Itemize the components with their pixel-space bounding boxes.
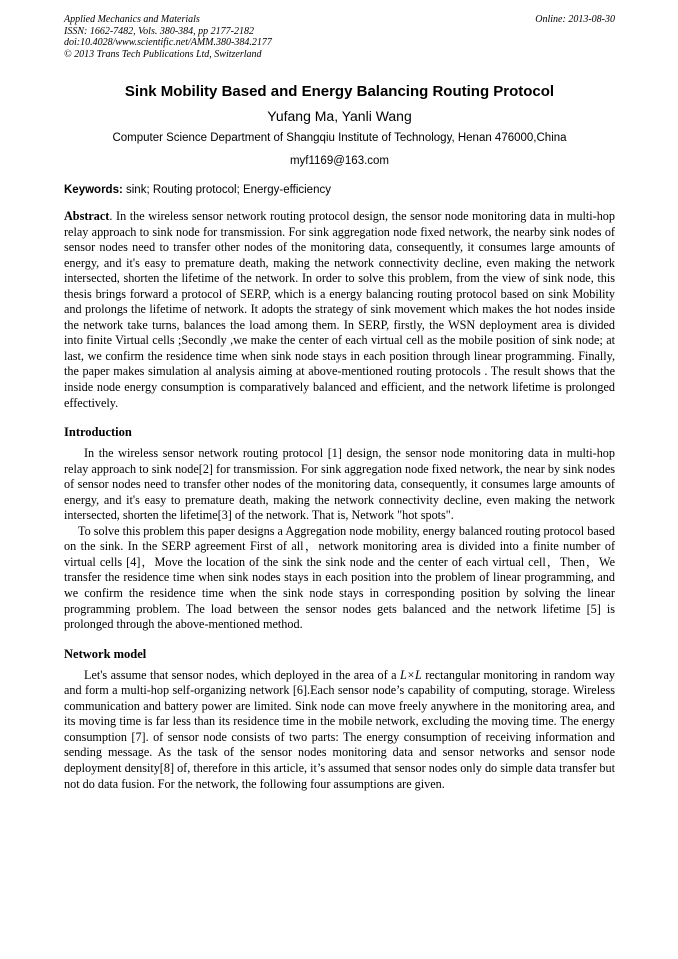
journal-issn: ISSN: 1662-7482, Vols. 380-384, pp 2177-2182 (64, 25, 254, 37)
keywords-label: Keywords: (64, 184, 123, 196)
math-l-times-l: L×L (399, 667, 422, 682)
journal-copyright: © 2013 Trans Tech Publications Ltd, Switzerland (64, 48, 262, 60)
online-date: Online: 2013-08-30 (535, 14, 615, 25)
introduction-heading: Introduction (64, 425, 132, 440)
abstract-label: Abstract (64, 209, 110, 223)
paper-email: myf1169@163.com (289, 155, 390, 167)
paper-title: Sink Mobility Based and Energy Balancing Routing Protocol (124, 83, 555, 100)
paper-page (64, 14, 615, 792)
paper-affiliation: Computer Science Department of Shangqiu Institute of Technology, Henan 476000,China (112, 132, 567, 144)
network-model-paragraph (64, 668, 615, 792)
network-model-heading: Network model (64, 646, 147, 661)
abstract-text: . In the wireless sensor network routing protocol design, the sensor node monitoring data in multi-hop relay approach to sink node for transmission. For sink aggregation node fixed network, the nearby sink nodes of sensor nodes need to transfer other nodes of the monitoring data, consequently, it consumes large amounts of energy, and it's easy to premature death, making the network connectivity decline, even making the network intersected, shorten the lifetime of the network. In order to solve this problem, from the view of sink node, this thesis brings forward a protocol of SERP, which is a energy balancing routing protocol based on sink Mobility and prolongs the lifetime of network. It adopts the strategy of sink movement which makes the hot nodes inside the network take turns, balances the load among them. In SERP, firstly, the WSN deployment area is divided into finite Virtual cells ;Secondly ,we make the center of each virtual cell as the mobile position of sink node; at last, we confirm the residence time when sink node stays in each position through linear programming. Finally, the paper makes simulation al analysis aiming at above-mentioned routing protocols . The result shows that the inside node energy consumption is comparatively balanced and efficient, and the network lifetime is prolonged effectively. (64, 209, 615, 410)
abstract (64, 209, 615, 411)
network-model-text-b: rectangular monitoring in random way and form a multi-hop self-organizing network [6].Each sensor node’s capability of computing, storage. Wireless communication and battery power are limited. Sink node can move freely anywhere in the monitoring area, and its moving time is far less than its residence time in the mobile network, excluding the moving time. The energy consumption [7]. of sensor node consists of two parts: The energy consumption of receiving information and sending message. As the task of the sensor nodes monitoring data and sensor networks and sensor node deployment density[8] of, therefore in this article, it’s assumed that sensor nodes only do simple data transfer but not do data fusion. For the network, the following four assumptions are given. (64, 667, 615, 791)
journal-doi: doi:10.4028/www.scientific.net/AMM.380-384.2177 (64, 37, 272, 48)
journal-header (64, 14, 615, 60)
keywords (64, 183, 615, 197)
keywords-text: sink; Routing protocol; Energy-efficiency (122, 184, 331, 196)
paper-authors: Yufang Ma, Yanli Wang (267, 108, 412, 124)
network-model-text-a: Let's assume that sensor nodes, which deployed in the area of a (84, 667, 400, 682)
introduction-paragraph-2: To solve this problem this paper designs a Aggregation node mobility, energy balanced routing protocol based on the sink. In the SERP agreement First of all，network monitoring area is divided into a finite number of virtual cells [4]，Move the location of the sink the sink node and the center of each virtual cell，Then，We transfer the residence time when sink nodes stays in each position into the problem of linear programming, and we confirm the residence time when the sink node stays in corresponding position by solving the linear programming problem. The load between the sensor nodes gets balanced and the network lifetime [5] is prolonged through the above-mentioned method. (64, 523, 615, 632)
introduction-paragraph-1: In the wireless sensor network routing protocol [1] design, the sensor node monitoring data in multi-hop relay approach to sink node[2] for transmission. For sink aggregation node fixed network, the near by sink nodes of sensor nodes need to transfer other nodes of the monitoring data, consequently, it consumes large amounts of energy, and it's easy to premature death, making the network connectivity decline, even making the network intersected, shorten the lifetime[3] of the network. That is, Network "hot spots". (64, 446, 615, 523)
journal-name: Applied Mechanics and Materials (64, 14, 200, 25)
